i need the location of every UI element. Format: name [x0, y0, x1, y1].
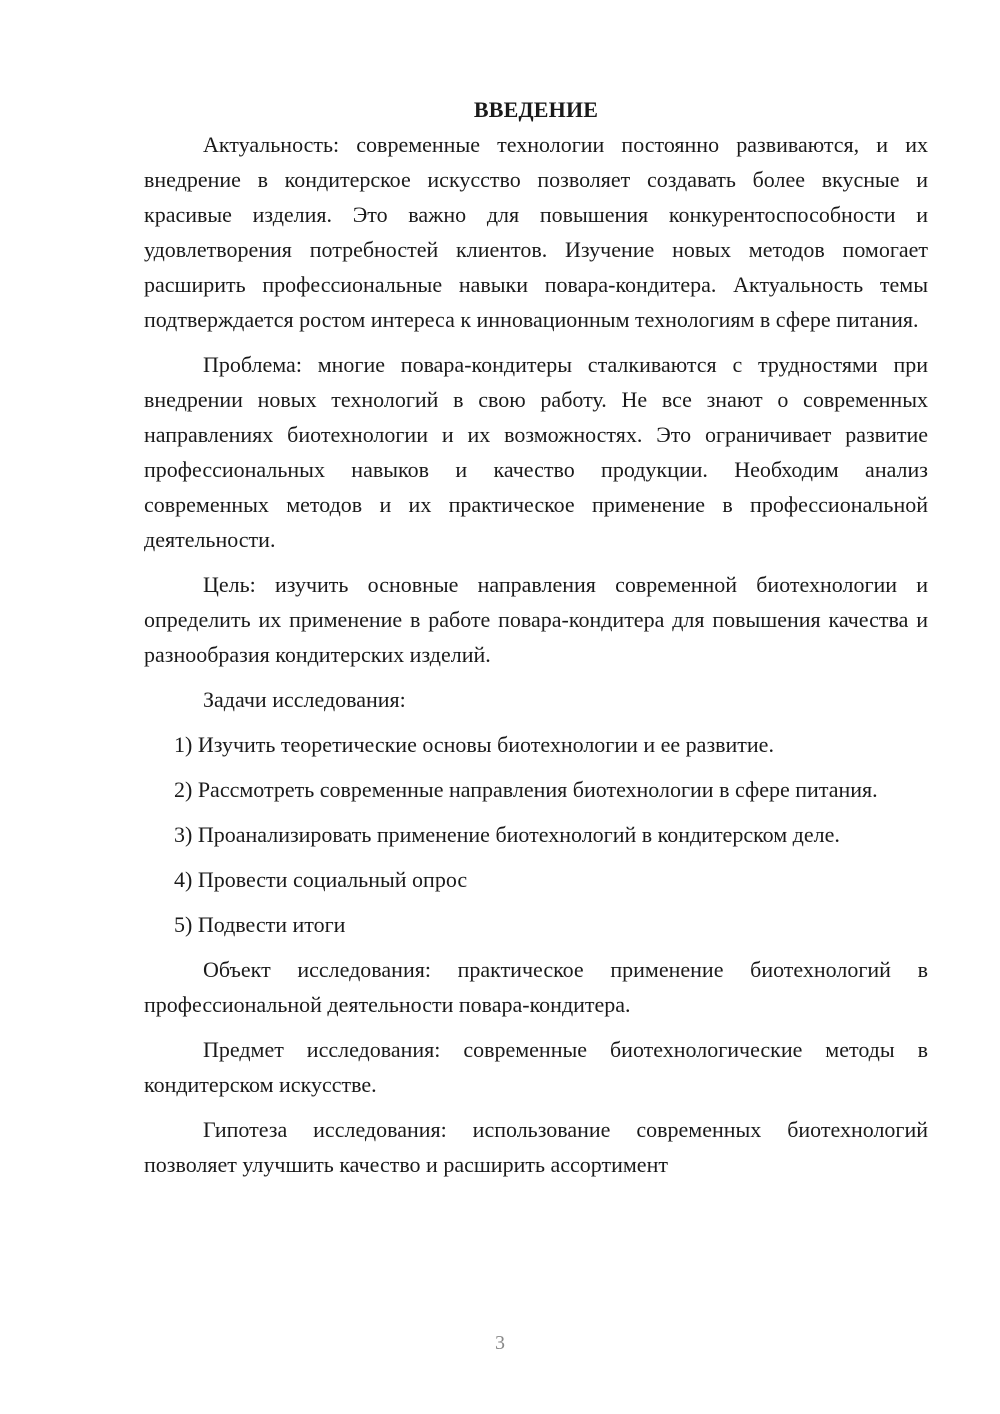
page-title: ВВЕДЕНИЕ	[473, 97, 599, 122]
task-item-2: 2) Рассмотреть современные направления биотехнологии в сфере питания.	[174, 777, 878, 802]
task-item-1: 1) Изучить теоретические основы биотехнологии и ее развитие.	[174, 732, 774, 757]
task-item-5: 5) Подвести итоги	[174, 912, 346, 937]
problem-paragraph: Проблема: многие повара-кондитеры сталкиваются с трудностями при внедрении новых технологий в свою работу. Не все знают о современных направлениях биотехнологии и их возможностях. Это ограничивает развитие профессиональных навыков и качество продукции. Необходим анализ современных методов и их практическое применение в профессиональной деятельности.	[144, 352, 928, 552]
tasks-heading: Задачи исследования:	[203, 687, 406, 712]
task-item-4: 4) Провести социальный опрос	[174, 867, 468, 892]
subject-paragraph: Предмет исследования: современные биотехнологические методы в кондитерском искусстве.	[144, 1037, 928, 1097]
object-paragraph: Объект исследования: практическое применение биотехнологий в профессиональной деятельности повара-кондитера.	[144, 957, 928, 1017]
page-number: 3	[495, 1332, 505, 1354]
relevance-paragraph: Актуальность: современные технологии постоянно развиваются, и их внедрение в кондитерское искусство позволяет создавать более вкусные и красивые изделия. Это важно для повышения конкурентоспособности и удовлетворения потребностей клиентов. Изучение новых методов помогает расширить профессиональные навыки повара-кондитера. Актуальность темы подтверждается ростом интереса к инновационным технологиям в сфере питания.	[144, 132, 928, 332]
goal-paragraph: Цель: изучить основные направления современной биотехнологии и определить их применение в работе повара-кондитера для повышения качества и разнообразия кондитерских изделий.	[144, 572, 928, 667]
task-item-3: 3) Проанализировать применение биотехнологий в кондитерском деле.	[174, 822, 840, 847]
hypothesis-paragraph: Гипотеза исследования: использование современных биотехнологий позволяет улучшить качество и расширить ассортимент	[144, 1117, 928, 1177]
document-page	[144, 92, 928, 1192]
